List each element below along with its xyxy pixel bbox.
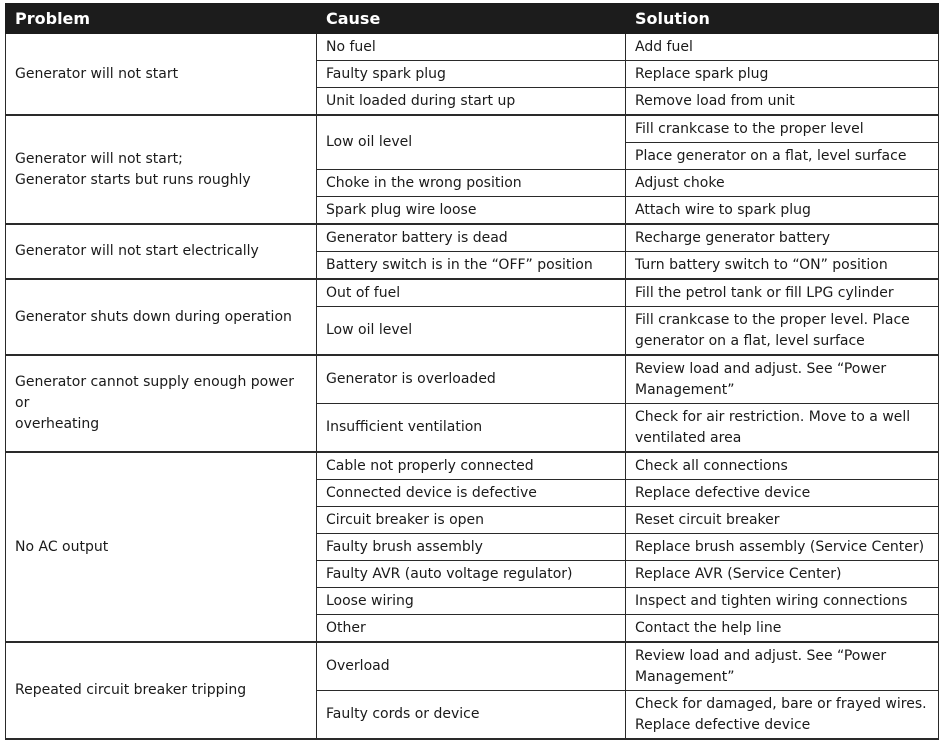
solution-cell: Fill crankcase to the proper level bbox=[626, 115, 939, 143]
header-cause: Cause bbox=[317, 4, 626, 34]
solution-cell: Remove load from unit bbox=[626, 88, 939, 116]
solution-cell: Inspect and tighten wiring connections bbox=[626, 588, 939, 615]
cause-cell: Low oil level bbox=[317, 307, 626, 356]
solution-cell: Check all connections bbox=[626, 452, 939, 480]
solution-cell: Replace spark plug bbox=[626, 61, 939, 88]
table-row bbox=[6, 34, 939, 61]
cause-cell: Spark plug wire loose bbox=[317, 197, 626, 225]
cause-cell: Faulty brush assembly bbox=[317, 534, 626, 561]
solution-cell: Turn battery switch to “ON” position bbox=[626, 252, 939, 280]
solution-cell: Replace brush assembly (Service Center) bbox=[626, 534, 939, 561]
problem-cell: Generator will not start electrically bbox=[6, 224, 317, 279]
solution-cell: Replace defective device bbox=[626, 480, 939, 507]
solution-cell: Fill the petrol tank or fill LPG cylinder bbox=[626, 279, 939, 307]
solution-cell: Fill crankcase to the proper level. Place generator on a flat, level surface bbox=[626, 307, 939, 356]
cause-cell: Overload bbox=[317, 642, 626, 691]
problem-cell: Generator will not start; Generator starts but runs roughly bbox=[6, 115, 317, 224]
table-body bbox=[6, 34, 939, 740]
cause-cell: Generator is overloaded bbox=[317, 355, 626, 404]
solution-cell: Contact the help line bbox=[626, 615, 939, 643]
cause-cell: No fuel bbox=[317, 34, 626, 61]
cause-cell: Out of fuel bbox=[317, 279, 626, 307]
problem-cell: Generator will not start bbox=[6, 34, 317, 116]
table-row bbox=[6, 115, 939, 143]
cause-cell: Generator battery is dead bbox=[317, 224, 626, 252]
table-row bbox=[6, 452, 939, 480]
solution-cell: Adjust choke bbox=[626, 170, 939, 197]
cause-cell: Faulty spark plug bbox=[317, 61, 626, 88]
problem-cell: Generator cannot supply enough power or overheating bbox=[6, 355, 317, 452]
cause-cell: Faulty cords or device bbox=[317, 691, 626, 740]
table-row bbox=[6, 279, 939, 307]
cause-cell: Battery switch is in the “OFF” position bbox=[317, 252, 626, 280]
cause-cell: Loose wiring bbox=[317, 588, 626, 615]
cause-cell: Connected device is defective bbox=[317, 480, 626, 507]
table-row bbox=[6, 355, 939, 404]
cause-cell: Other bbox=[317, 615, 626, 643]
solution-cell: Review load and adjust. See “Power Management” bbox=[626, 642, 939, 691]
solution-cell: Reset circuit breaker bbox=[626, 507, 939, 534]
cause-cell: Unit loaded during start up bbox=[317, 88, 626, 116]
problem-cell: Repeated circuit breaker tripping bbox=[6, 642, 317, 739]
problem-cell: Generator shuts down during operation bbox=[6, 279, 317, 355]
cause-cell: Cable not properly connected bbox=[317, 452, 626, 480]
header-problem: Problem bbox=[6, 4, 317, 34]
cause-cell: Choke in the wrong position bbox=[317, 170, 626, 197]
troubleshooting-table-container bbox=[5, 3, 938, 740]
header-row bbox=[6, 4, 939, 34]
cause-cell: Insufficient ventilation bbox=[317, 404, 626, 453]
solution-cell: Check for air restriction. Move to a well ventilated area bbox=[626, 404, 939, 453]
troubleshooting-table bbox=[5, 3, 939, 740]
solution-cell: Place generator on a flat, level surface bbox=[626, 143, 939, 170]
solution-cell: Check for damaged, bare or frayed wires. Replace defective device bbox=[626, 691, 939, 740]
header-solution: Solution bbox=[626, 4, 939, 34]
cause-cell: Low oil level bbox=[317, 115, 626, 170]
solution-cell: Review load and adjust. See “Power Management” bbox=[626, 355, 939, 404]
table-row bbox=[6, 642, 939, 691]
solution-cell: Recharge generator battery bbox=[626, 224, 939, 252]
solution-cell: Attach wire to spark plug bbox=[626, 197, 939, 225]
cause-cell: Circuit breaker is open bbox=[317, 507, 626, 534]
solution-cell: Add fuel bbox=[626, 34, 939, 61]
cause-cell: Faulty AVR (auto voltage regulator) bbox=[317, 561, 626, 588]
solution-cell: Replace AVR (Service Center) bbox=[626, 561, 939, 588]
table-row bbox=[6, 224, 939, 252]
problem-cell: No AC output bbox=[6, 452, 317, 642]
